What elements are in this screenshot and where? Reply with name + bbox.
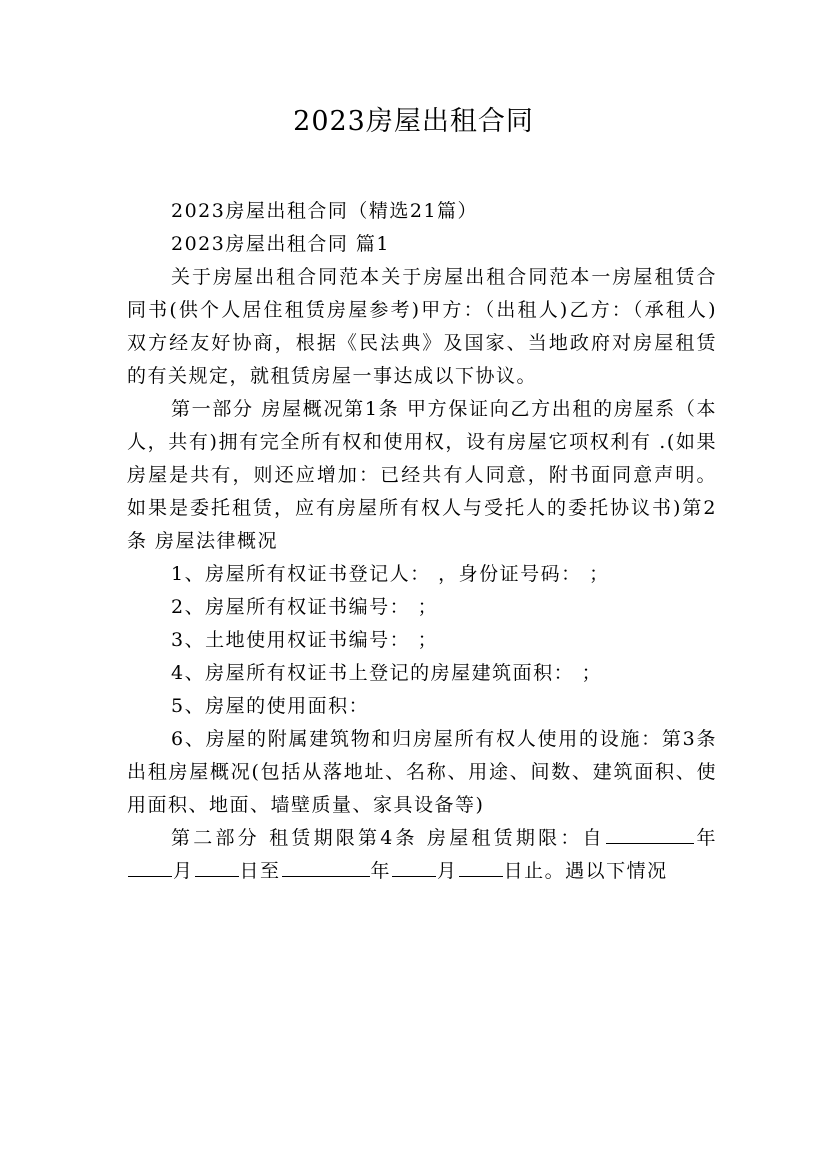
paragraph: 5、房屋的使用面积： bbox=[171, 695, 370, 717]
document-body bbox=[127, 195, 717, 888]
end-day-blank bbox=[459, 856, 503, 877]
lease-term-month: 月 bbox=[173, 860, 194, 882]
lease-term-prefix: 第二部分 租赁期限第4条 房屋租赁期限：自 bbox=[171, 827, 605, 849]
paragraph: 关于房屋出租合同范本关于房屋出租合同范本一房屋租赁合同书(供个人居住租赁房屋参考)甲方：（出租人)乙方：（承租人)双方经友好协商，根据《民法典》及国家、当地政府对房屋租赁的有关规定，就租赁房屋一事达成以下协议。 bbox=[127, 266, 717, 387]
end-month-blank bbox=[392, 856, 436, 877]
document-title: 2023房屋出租合同 bbox=[293, 106, 534, 137]
start-day-blank bbox=[195, 856, 239, 877]
end-year-blank bbox=[282, 856, 370, 877]
paragraph: 4、房屋所有权证书上登记的房屋建筑面积： ； bbox=[171, 662, 603, 684]
start-year-blank bbox=[606, 823, 694, 844]
lease-term-month2: 月 bbox=[437, 860, 458, 882]
start-month-blank bbox=[128, 856, 172, 877]
lease-term-day-to: 日至 bbox=[239, 860, 281, 882]
paragraph: 第一部分 房屋概况第1条 甲方保证向乙方出租的房屋系（本人，共有)拥有完全所有权和使用权，设有房屋它项权利有 .(如果房屋是共有，则还应增加：已经共有人同意，附书面同意声明。如果是委托租赁，应有房屋所有权人与受托人的委托协议书)第2条 房屋法律概况 bbox=[127, 398, 717, 552]
lease-term-suffix: 日止。遇以下情况 bbox=[503, 860, 668, 882]
lease-term-paragraph bbox=[127, 822, 717, 888]
paragraph: 2023房屋出租合同（精选21篇） bbox=[171, 200, 479, 222]
lease-term-year2: 年 bbox=[370, 860, 392, 882]
lease-term-year: 年 bbox=[694, 827, 717, 849]
paragraph: 6、房屋的附属建筑物和归房屋所有权人使用的设施：第3条 出租房屋概况(包括从落地址、名称、用途、间数、建筑面积、使用面积、地面、墙壁质量、家具设备等) bbox=[127, 728, 717, 816]
paragraph: 1、房屋所有权证书登记人： ，身份证号码： ； bbox=[171, 563, 610, 585]
paragraph: 2、房屋所有权证书编号： ； bbox=[171, 596, 439, 618]
paragraph: 3、土地使用权证书编号： ； bbox=[171, 629, 439, 651]
paragraph: 2023房屋出租合同 篇1 bbox=[171, 233, 390, 255]
